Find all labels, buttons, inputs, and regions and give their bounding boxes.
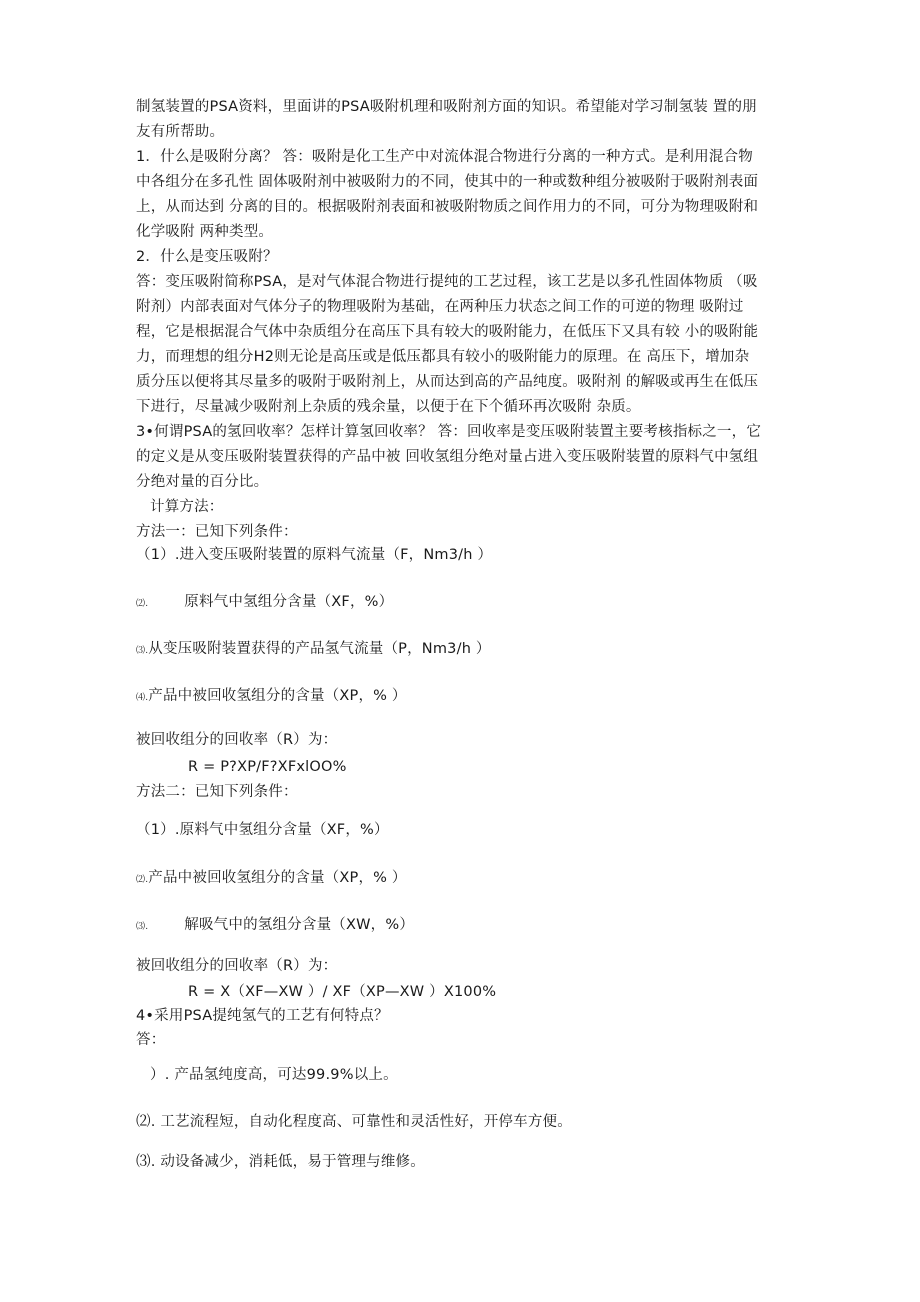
q2-line: 附剂）内部表面对气体分子的物理吸附为基础，在两种压力状态之间工作的可逆的物理 吸附过 [136, 299, 744, 315]
q4-title: 4•采用PSA提纯氢气的工艺有何特点？ [136, 1008, 389, 1024]
q2-line: 答：变压吸附简称PSA，是对气体混合物进行提纯的工艺过程，该工艺是以多孔性固体物质 （吸 [136, 274, 758, 290]
method2-item: （1）.原料气中氢组分含量（XF，%） [136, 822, 389, 838]
q2-line: 下进行，尽量减少吸附剂上杂质的残余量，以便于在下个循环再次吸附 杂质。 [136, 399, 641, 415]
item-number: ⑶. [136, 922, 149, 932]
method2-item: ⑵.产品中被回收氢组分的含量（XP，% ） [136, 870, 407, 886]
item-number: ⑶. [136, 1154, 156, 1170]
method1-formula: R = P?XP/F?XFxlOO% [188, 759, 347, 775]
q2-line: 质分压以便将其尽量多的吸附于吸附剂上，从而达到高的产品纯度。吸附剂 的解吸或再生在低压 [136, 374, 759, 390]
q3-line: 3•何谓PSA的氢回收率？怎样计算氢回收率？ 答：回收率是变压吸附装置主要考核指标之一，它 [136, 424, 762, 440]
method2-item: ⑶. 解吸气中的氢组分含量（XW，%） [136, 917, 415, 933]
q4-item: ⑵. 工艺流程短，自动化程度高、可靠性和灵活性好，开停车方便。 [136, 1114, 572, 1130]
method1-result-label: 被回收组分的回收率（R）为： [136, 732, 338, 748]
q4-answer-label: 答： [136, 1032, 166, 1048]
item-number: （1）. [136, 547, 180, 563]
method1-item: （1）.进入变压吸附装置的原料气流量（F，Nm3/h ） [136, 547, 493, 563]
q3-line: 分绝对量的百分比。 [136, 474, 269, 490]
method2-result-label: 被回收组分的回收率（R）为： [136, 958, 338, 974]
method1-item: ⑷.产品中被回收氢组分的含量（XP，% ） [136, 688, 407, 704]
calc-title: 计算方法： [150, 499, 224, 515]
q2-line: 2．什么是变压吸附？ [136, 249, 278, 265]
q1-line: 上，从而达到 分离的目的。根据吸附剂表面和被吸附物质之间作用力的不同，可分为物理吸附和 [136, 199, 759, 215]
intro-line: 制氢装置的PSA资料，里面讲的PSA吸附机理和吸附剂方面的知识。希望能对学习制氢装 置的朋 [136, 99, 757, 115]
item-number: （1）. [136, 822, 180, 838]
q3-line: 的定义是从变压吸附装置获得的产品中被 回收氢组分绝对量占进入变压吸附装置的原料气中氢组 [136, 449, 759, 465]
item-number: ⑵. [136, 599, 149, 609]
q4-item: ）. 产品氢纯度高，可达99.9%以上。 [150, 1067, 398, 1083]
method1-item: ⑶.从变压吸附装置获得的产品氢气流量（P，Nm3/h ） [136, 641, 491, 657]
method2-title: 方法二：已知下列条件： [136, 784, 298, 800]
method1-title: 方法一：已知下列条件： [136, 524, 298, 540]
q4-item: ⑶. 动设备减少，消耗低，易于管理与维修。 [136, 1154, 425, 1170]
q1-line: 中各组分在多孔性 固体吸附剂中被吸附力的不同，使其中的一种或数种组分被吸附于吸附剂表面 [136, 174, 759, 190]
q1-line: 化学吸附 两种类型。 [136, 224, 274, 240]
method1-item: ⑵. 原料气中氢组分含量（XF，%） [136, 594, 394, 610]
q2-line: 力，而理想的组分H2则无论是高压或是低压都具有较小的吸附能力的原理。在 高压下，增加杂 [136, 349, 750, 365]
item-number: ⑵. [136, 875, 149, 885]
item-number: ）. [150, 1067, 170, 1083]
item-number: ⑵. [136, 1114, 156, 1130]
method2-formula: R = X（XF—XW ）/ XF（XP—XW ）X100% [188, 984, 497, 1000]
item-number: ⑶. [136, 646, 149, 656]
item-number: ⑷. [136, 693, 149, 703]
q2-line: 程，它是根据混合气体中杂质组分在高压下具有较大的吸附能力，在低压下又具有较 小的吸附能 [136, 324, 759, 340]
q1-line: 1．什么是吸附分离？ 答：吸附是化工生产中对流体混合物进行分离的一种方式。是利用混合物 [136, 149, 753, 165]
intro-line: 友有所帮助。 [136, 124, 225, 140]
